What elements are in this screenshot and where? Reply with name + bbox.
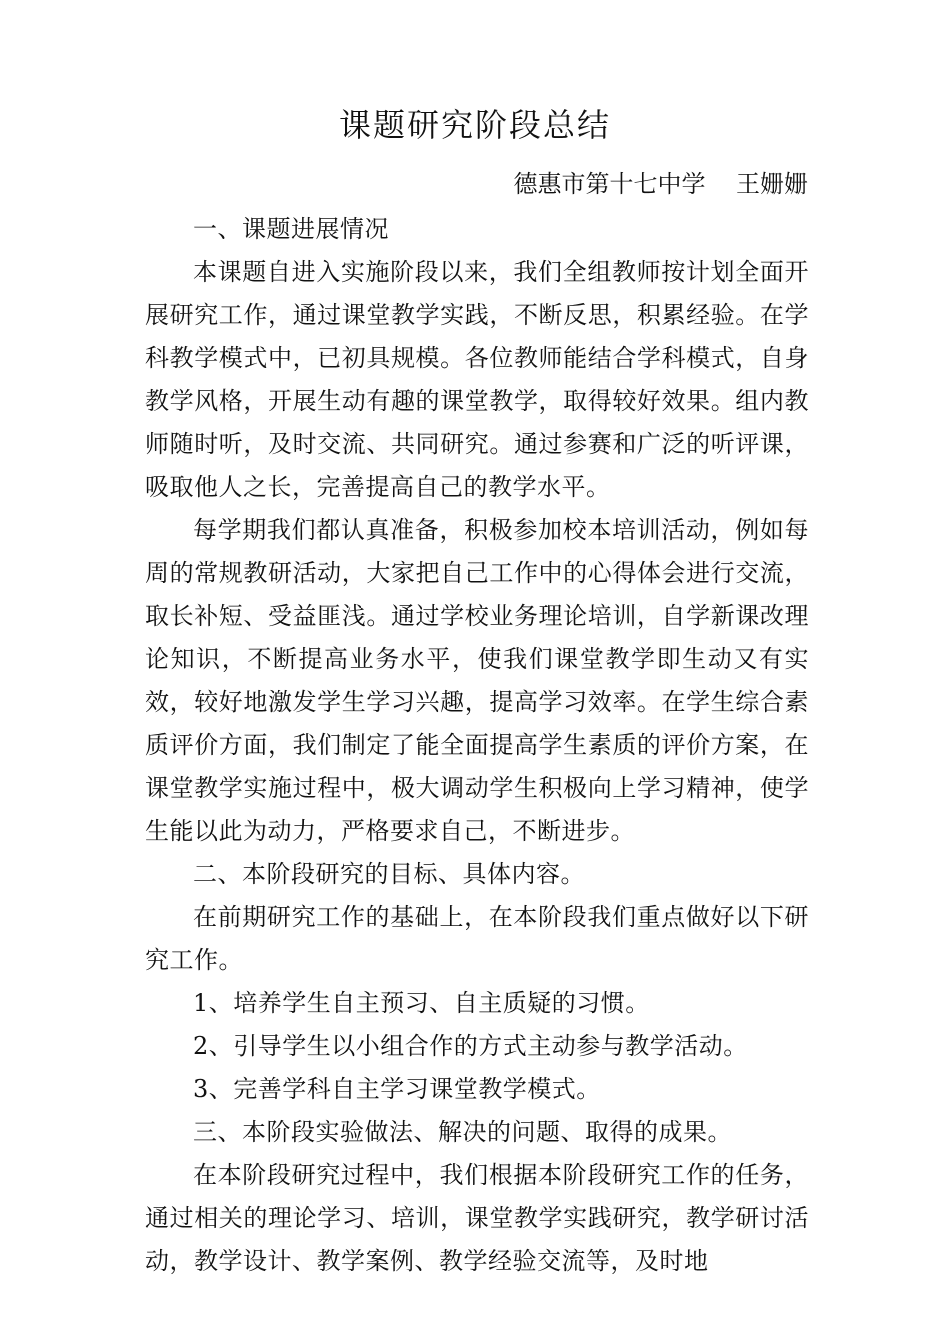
body-paragraph: 在本阶段研究过程中，我们根据本阶段研究工作的任务，通过相关的理论学习、培训，课堂教学实践研究，教学研讨活动，教学设计、教学案例、教学经验交流等，及时地: [145, 1161, 809, 1275]
section-heading-3: 三、本阶段实验做法、解决的问题、取得的成果。: [193, 1118, 732, 1146]
author-line: 德惠市第十七中学 王姗姗: [513, 170, 808, 198]
list-item: 2、引导学生以小组合作的方式主动参与教学活动。: [193, 1032, 748, 1060]
list-item: 3、完善学科自主学习课堂教学模式。: [193, 1075, 601, 1103]
body-paragraph: 在前期研究工作的基础上，在本阶段我们重点做好以下研究工作。: [145, 903, 809, 974]
document-body: [145, 208, 809, 1283]
document-title: 课题研究阶段总结: [338, 106, 611, 144]
section-heading-1: 一、课题进展情况: [193, 215, 389, 243]
section-heading-2: 二、本阶段研究的目标、具体内容。: [193, 860, 585, 888]
body-paragraph: 本课题自进入实施阶段以来，我们全组教师按计划全面开展研究工作，通过课堂教学实践，不断反思，积累经验。在学科教学模式中，已初具规模。各位教师能结合学科模式，自身教学风格，开展生动有趣的课堂教学，取得较好效果。组内教师随时听，及时交流、共同研究。通过参赛和广泛的听评课，吸取他人之长，完善提高自己的教学水平。: [145, 258, 809, 501]
list-item: 1、培养学生自主预习、自主质疑的习惯。: [193, 989, 650, 1017]
body-paragraph: 每学期我们都认真准备，积极参加校本培训活动，例如每周的常规教研活动，大家把自己工作中的心得体会进行交流，取长补短、受益匪浅。通过学校业务理论培训，自学新课改理论知识，不断提高业务水平，使我们课堂教学即生动又有实效，较好地激发学生学习兴趣，提高学习效率。在学生综合素质评价方面，我们制定了能全面提高学生素质的评价方案，在课堂教学实施过程中，极大调动学生积极向上学习精神，使学生能以此为动力，严格要求自己，不断进步。: [145, 516, 809, 845]
